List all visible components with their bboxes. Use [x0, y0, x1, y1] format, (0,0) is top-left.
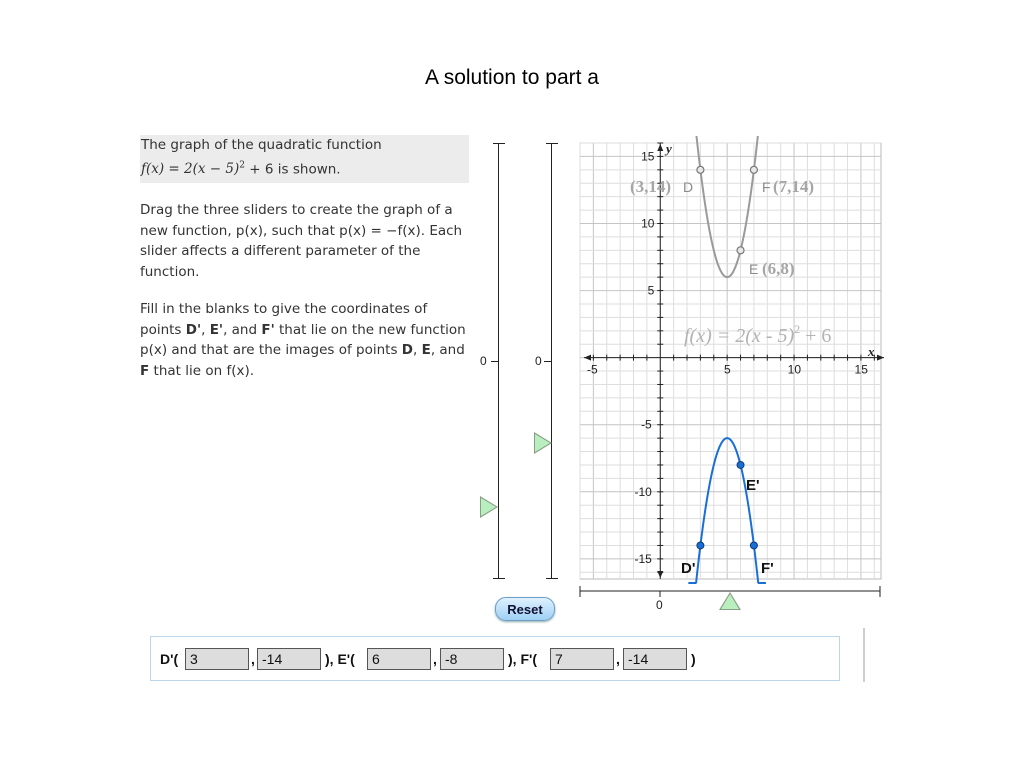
graph-frame — [580, 143, 881, 579]
x-tick-label: -5 — [586, 362, 598, 377]
intro-tail: + 6 is shown. — [245, 161, 341, 177]
y-tick-label: -5 — [641, 417, 652, 432]
point-d-prime[interactable] — [697, 542, 704, 549]
e-prime-y-input[interactable]: -8 — [440, 648, 504, 670]
graph — [572, 136, 884, 616]
reset-button[interactable]: Reset — [495, 597, 555, 621]
f-prime-y-input[interactable]: -14 — [623, 648, 687, 670]
f-prime-comma: , — [616, 651, 620, 667]
left-slider-bottom-cap — [493, 578, 505, 579]
bottom-slider-thumb[interactable] — [719, 592, 741, 610]
middle-slider-zero-tick — [544, 361, 552, 362]
x-axis-label: x — [868, 344, 875, 359]
left-slider-top-cap — [493, 143, 505, 144]
function-label: f(x) = 2(x - 5)$^2$ + 6 — [684, 322, 832, 347]
middle-slider-zero-label: 0 — [535, 354, 542, 368]
e-prime-x-input[interactable]: 6 — [367, 648, 431, 670]
x-tick-label: 5 — [723, 362, 731, 377]
middle-slider-thumb[interactable] — [534, 432, 552, 454]
left-slider-zero-label: 0 — [480, 354, 487, 368]
x-tick-label: 15 — [854, 362, 868, 377]
intro-line1: The graph of the quadratic function — [141, 137, 382, 153]
d-prime-open: D'( — [160, 651, 179, 667]
y-axis-label: y — [666, 141, 672, 156]
instructions-drag: Drag the three sliders to create the graph of a new function, p(x), such that p(x) = −f(x). Each slider affects a different parameter of the function. — [140, 202, 463, 280]
e-prime-open: ), E'( — [325, 651, 355, 667]
point-e[interactable] — [737, 247, 744, 254]
point-f-prime-label: F' — [761, 560, 774, 577]
intro-function: $f(x) = 2(x - 5)^2$ — [141, 160, 245, 177]
y-tick-label: 10 — [641, 216, 655, 231]
left-slider-zero-tick — [491, 361, 499, 362]
y-tick-label: 15 — [641, 149, 655, 164]
point-f-name: F — [762, 179, 771, 195]
point-d-prime-label: D' — [681, 560, 696, 577]
point-d-name: D — [683, 179, 694, 195]
x-tick-label: 10 — [787, 362, 802, 377]
d-prime-x-input[interactable]: 3 — [185, 648, 249, 670]
point-e-name: E — [749, 261, 759, 277]
slide-title: A solution to part a — [425, 66, 599, 89]
point-d[interactable] — [697, 166, 704, 173]
y-tick-label: -10 — [634, 484, 652, 499]
point-f-prime[interactable] — [750, 542, 757, 549]
middle-slider-bottom-cap — [546, 578, 558, 579]
answer-box — [150, 636, 840, 681]
middle-slider-top-cap — [546, 143, 558, 144]
d-prime-y-input[interactable]: -14 — [257, 648, 321, 670]
f-prime-open: ), F'( — [508, 651, 537, 667]
bottom-slider-zero-label: 0 — [656, 598, 663, 612]
e-prime-comma: , — [433, 651, 437, 667]
point-f[interactable] — [750, 166, 757, 173]
instructions-intro — [140, 135, 469, 183]
f-prime-x-input[interactable]: 7 — [550, 648, 614, 670]
instructions-fill: Fill in the blanks to give the coordinates of points D', E', and F' that lie on the new function p(x) and that are the images of points D, E, and F that lie on f(x). — [140, 301, 466, 379]
point-e-coords: (6,8) — [762, 259, 795, 278]
point-e-prime-label: E' — [746, 477, 760, 494]
divider — [863, 628, 865, 682]
d-prime-comma: , — [251, 651, 255, 667]
left-slider-thumb[interactable] — [480, 496, 498, 518]
point-d-coords: (3,14) — [630, 177, 672, 196]
y-tick-label: 5 — [647, 283, 655, 298]
y-tick-label: -15 — [634, 551, 652, 566]
point-f-coords: (7,14) — [773, 177, 815, 196]
point-e-prime[interactable] — [737, 461, 744, 468]
f-prime-close: ) — [691, 651, 696, 667]
